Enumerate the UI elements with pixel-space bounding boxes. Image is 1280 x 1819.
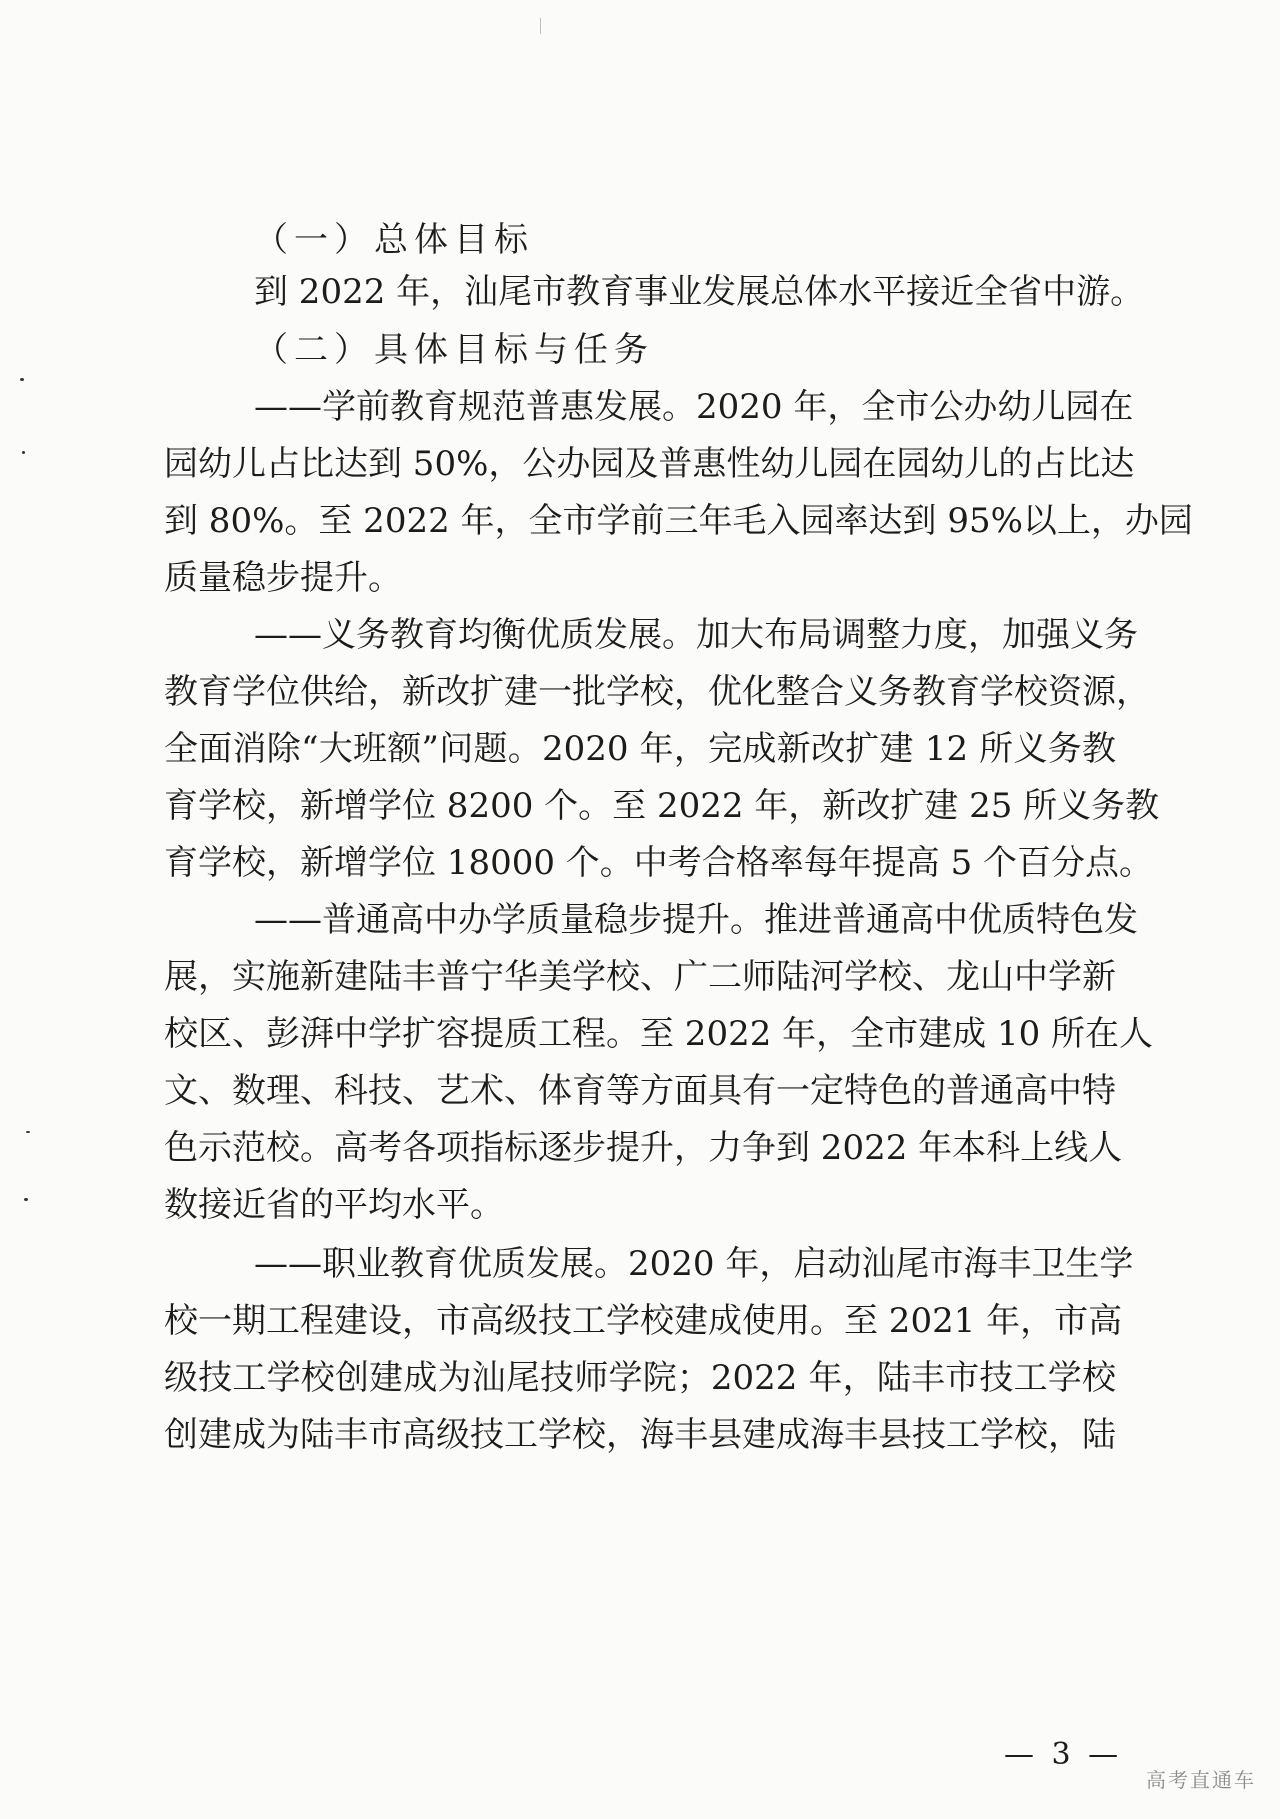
paragraph-line: 数接近省的平均水平。 (164, 1185, 504, 1225)
paragraph-line: 展，实施新建陆丰普宁华美学校、广二师陆河学校、龙山中学新 (164, 957, 1116, 997)
paragraph-line: ——普通高中办学质量稳步提升。推进普通高中优质特色发 (254, 900, 1138, 940)
paragraph-line: ——义务教育均衡优质发展。加大布局调整力度，加强义务 (254, 615, 1138, 655)
paragraph-line: 园幼儿占比达到 50%，公办园及普惠性幼儿园在园幼儿的占比达 (164, 444, 1135, 484)
scan-speck (24, 1198, 28, 1201)
paragraph-line: 创建成为陆丰市高级技工学校，海丰县建成海丰县技工学校，陆 (164, 1415, 1116, 1455)
paragraph-line: 全面消除“大班额”问题。2020 年，完成新改扩建 12 所义务教 (164, 729, 1116, 769)
paragraph-line: 到 80%。至 2022 年，全市学前三年毛入园率达到 95%以上，办园 (164, 501, 1193, 541)
paragraph-line: 教育学位供给，新改扩建一批学校，优化整合义务教育学校资源， (164, 672, 1150, 712)
paragraph-line: 校区、彭湃中学扩容提质工程。至 2022 年，全市建成 10 所在人 (164, 1014, 1154, 1054)
scan-speck (20, 378, 24, 381)
paragraph-line: 质量稳步提升。 (164, 558, 402, 598)
paragraph-line: ——学前教育规范普惠发展。2020 年，全市公办幼儿园在 (254, 387, 1134, 427)
scan-mark (540, 18, 541, 34)
paragraph-line: 文、数理、科技、艺术、体育等方面具有一定特色的普通高中特 (164, 1071, 1116, 1111)
scan-speck (26, 1131, 30, 1133)
paragraph-line: 级技工学校创建成为汕尾技师学院；2022 年，陆丰市技工学校 (164, 1358, 1116, 1398)
paragraph-line: 校一期工程建设，市高级技工学校建成使用。至 2021 年，市高 (164, 1301, 1123, 1341)
paragraph-line: 到 2022 年，汕尾市教育事业发展总体水平接近全省中游。 (254, 272, 1145, 312)
watermark: 高考直通车 (1146, 1768, 1256, 1792)
paragraph-line: 育学校，新增学位 8200 个。至 2022 年，新改扩建 25 所义务教 (164, 786, 1160, 826)
paragraph-line: ——职业教育优质发展。2020 年，启动汕尾市海丰卫生学 (254, 1244, 1134, 1284)
heading-overall-goal: （一）总体目标 (254, 220, 534, 260)
scan-speck (22, 451, 25, 454)
paragraph-line: 色示范校。高考各项指标逐步提升，力争到 2022 年本科上线人 (164, 1128, 1123, 1168)
heading-specific-goals: （二）具体目标与任务 (254, 330, 654, 370)
paragraph-line: 育学校，新增学位 18000 个。中考合格率每年提高 5 个百分点。 (164, 843, 1154, 883)
page-number: — 3 — (1004, 1737, 1123, 1772)
